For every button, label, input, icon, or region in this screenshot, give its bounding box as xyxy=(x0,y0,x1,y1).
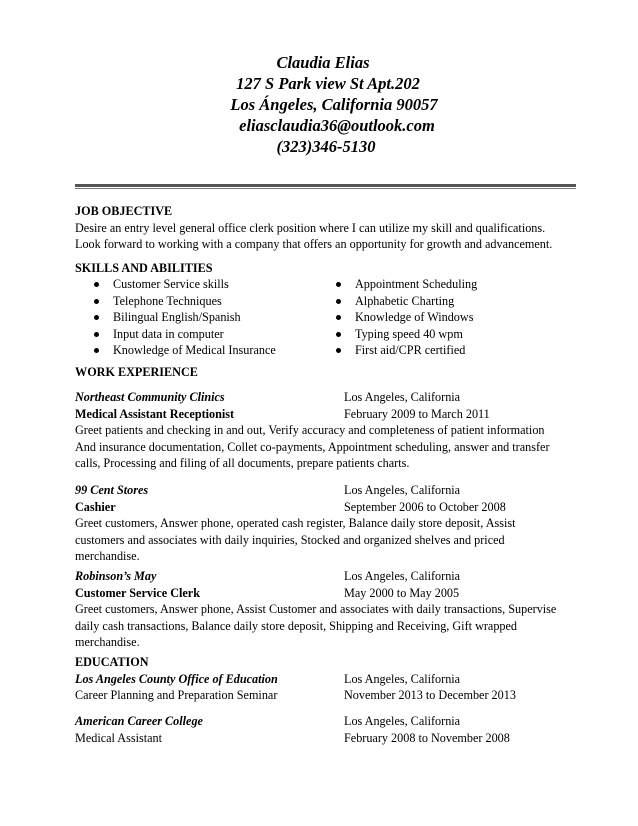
education-header-row xyxy=(75,671,575,688)
employer-name: Northeast Community Clinics xyxy=(75,390,225,404)
skill-item xyxy=(334,276,477,293)
job-entry xyxy=(75,568,575,651)
bullet-icon xyxy=(94,332,99,337)
job-title: Medical Assistant Receptionist xyxy=(75,406,235,421)
skill-item xyxy=(92,342,276,359)
school-location: Los Angeles, California xyxy=(344,671,461,686)
phone-number: (323)346-5130 xyxy=(276,137,376,156)
skill-item xyxy=(92,326,276,343)
work-heading: WORK EXPERIENCE xyxy=(75,365,198,379)
school-name: American Career College xyxy=(75,714,203,728)
skill-item xyxy=(92,276,276,293)
job-dates: September 2006 to October 2008 xyxy=(344,499,506,514)
job-title-row xyxy=(75,499,575,516)
education-heading: EDUCATION xyxy=(75,655,149,669)
skills-heading: SKILLS AND ABILITIES xyxy=(75,261,213,275)
job-header-row xyxy=(75,568,575,585)
job-description-line: Greet patients and checking in and out, Verify accuracy and completeness of patient information xyxy=(75,423,545,438)
education-program-row xyxy=(75,687,575,704)
bullet-icon xyxy=(336,332,341,337)
applicant-name: Claudia Elias xyxy=(276,53,370,72)
skill-label: Knowledge of Medical Insurance xyxy=(113,343,276,358)
skill-item xyxy=(92,309,276,326)
skill-label: First aid/CPR certified xyxy=(355,343,466,358)
bullet-icon xyxy=(336,315,341,320)
employer-name: Robinson’s May xyxy=(75,569,157,583)
objective-section xyxy=(75,203,575,253)
skill-label: Telephone Techniques xyxy=(113,293,222,308)
program-name: Career Planning and Preparation Seminar xyxy=(75,688,278,703)
job-dates: February 2009 to March 2011 xyxy=(344,406,490,421)
contact-header xyxy=(0,52,638,157)
skill-label: Appointment Scheduling xyxy=(355,277,478,291)
job-title-row xyxy=(75,406,575,423)
skill-label: Alphabetic Charting xyxy=(355,293,455,308)
employer-name: 99 Cent Stores xyxy=(75,483,149,497)
email-address: eliasclaudia36@outlook.com xyxy=(239,116,435,135)
job-description-line: Greet customers, Answer phone, operated cash register, Balance daily store deposit, Assist xyxy=(75,516,516,531)
skill-label: Knowledge of Windows xyxy=(355,310,474,325)
skills-left-column xyxy=(92,276,276,359)
job-location: Los Angeles, California xyxy=(344,483,461,497)
program-dates: November 2013 to December 2013 xyxy=(344,688,516,703)
bullet-icon xyxy=(94,299,99,304)
skill-item xyxy=(92,293,276,310)
program-dates: February 2008 to November 2008 xyxy=(344,730,510,745)
job-location: Los Angeles, California xyxy=(344,390,461,404)
bullet-icon xyxy=(94,282,99,287)
job-title: Customer Service Clerk xyxy=(75,585,200,600)
bullet-icon xyxy=(94,348,99,353)
job-description-line: Greet customers, Answer phone, Assist Customer and associates with daily transactions, Supervise xyxy=(75,602,557,617)
education-program-row xyxy=(75,730,575,747)
skill-label: Typing speed 40 wpm xyxy=(355,326,463,341)
job-header-row xyxy=(75,482,575,499)
job-location: Los Angeles, California xyxy=(344,569,461,583)
job-entry xyxy=(75,389,575,472)
program-name: Medical Assistant xyxy=(75,730,162,745)
education-header-row xyxy=(75,713,575,730)
job-dates: May 2000 to May 2005 xyxy=(344,585,460,600)
objective-line: Desire an entry level general office clerk position where I can utilize my skill and qualifications. xyxy=(75,220,546,235)
job-description-line: merchandise. xyxy=(75,549,140,564)
skill-item xyxy=(334,293,477,310)
bullet-icon xyxy=(94,315,99,320)
header-divider xyxy=(75,184,576,189)
job-title: Cashier xyxy=(75,499,116,514)
job-header-row xyxy=(75,389,575,406)
job-description-line: daily cash transactions, Balance daily store deposit, Shipping and Receiving, Gift wrapped xyxy=(75,618,518,633)
objective-line: Look forward to working with a company that offers an opportunity for growth and advancement. xyxy=(75,237,553,252)
skill-label: Customer Service skills xyxy=(113,277,229,291)
skill-item xyxy=(334,309,477,326)
job-description-line: merchandise. xyxy=(75,635,140,650)
job-description-line: customers and associates with daily inquiries, Stocked and organized shelves and priced xyxy=(75,532,505,547)
objective-heading: JOB OBJECTIVE xyxy=(75,204,173,218)
city-state-zip: Los Ángeles, California 90057 xyxy=(230,95,438,114)
skills-right-column xyxy=(334,276,477,359)
skill-label: Input data in computer xyxy=(113,326,224,341)
school-name: Los Angeles County Office of Education xyxy=(75,671,278,686)
bullet-icon xyxy=(336,282,341,287)
bullet-icon xyxy=(336,348,341,353)
job-entry xyxy=(75,482,575,565)
job-title-row xyxy=(75,585,575,602)
skill-item xyxy=(334,326,477,343)
street-address: 127 S Park view St Apt.202 xyxy=(236,74,420,93)
education-entry xyxy=(75,713,575,746)
skills-section xyxy=(75,260,575,277)
job-description-line: calls, Processing and filing of all documents, prepare patients charts. xyxy=(75,456,410,471)
skill-item xyxy=(334,342,477,359)
school-location: Los Angeles, California xyxy=(344,714,461,728)
bullet-icon xyxy=(336,299,341,304)
education-section xyxy=(75,654,575,704)
work-heading-block xyxy=(75,364,575,381)
job-description-line: And insurance documentation, Collet co-payments, Appointment scheduling, answer and transfer xyxy=(75,439,550,454)
skill-label: Bilingual English/Spanish xyxy=(113,310,241,325)
